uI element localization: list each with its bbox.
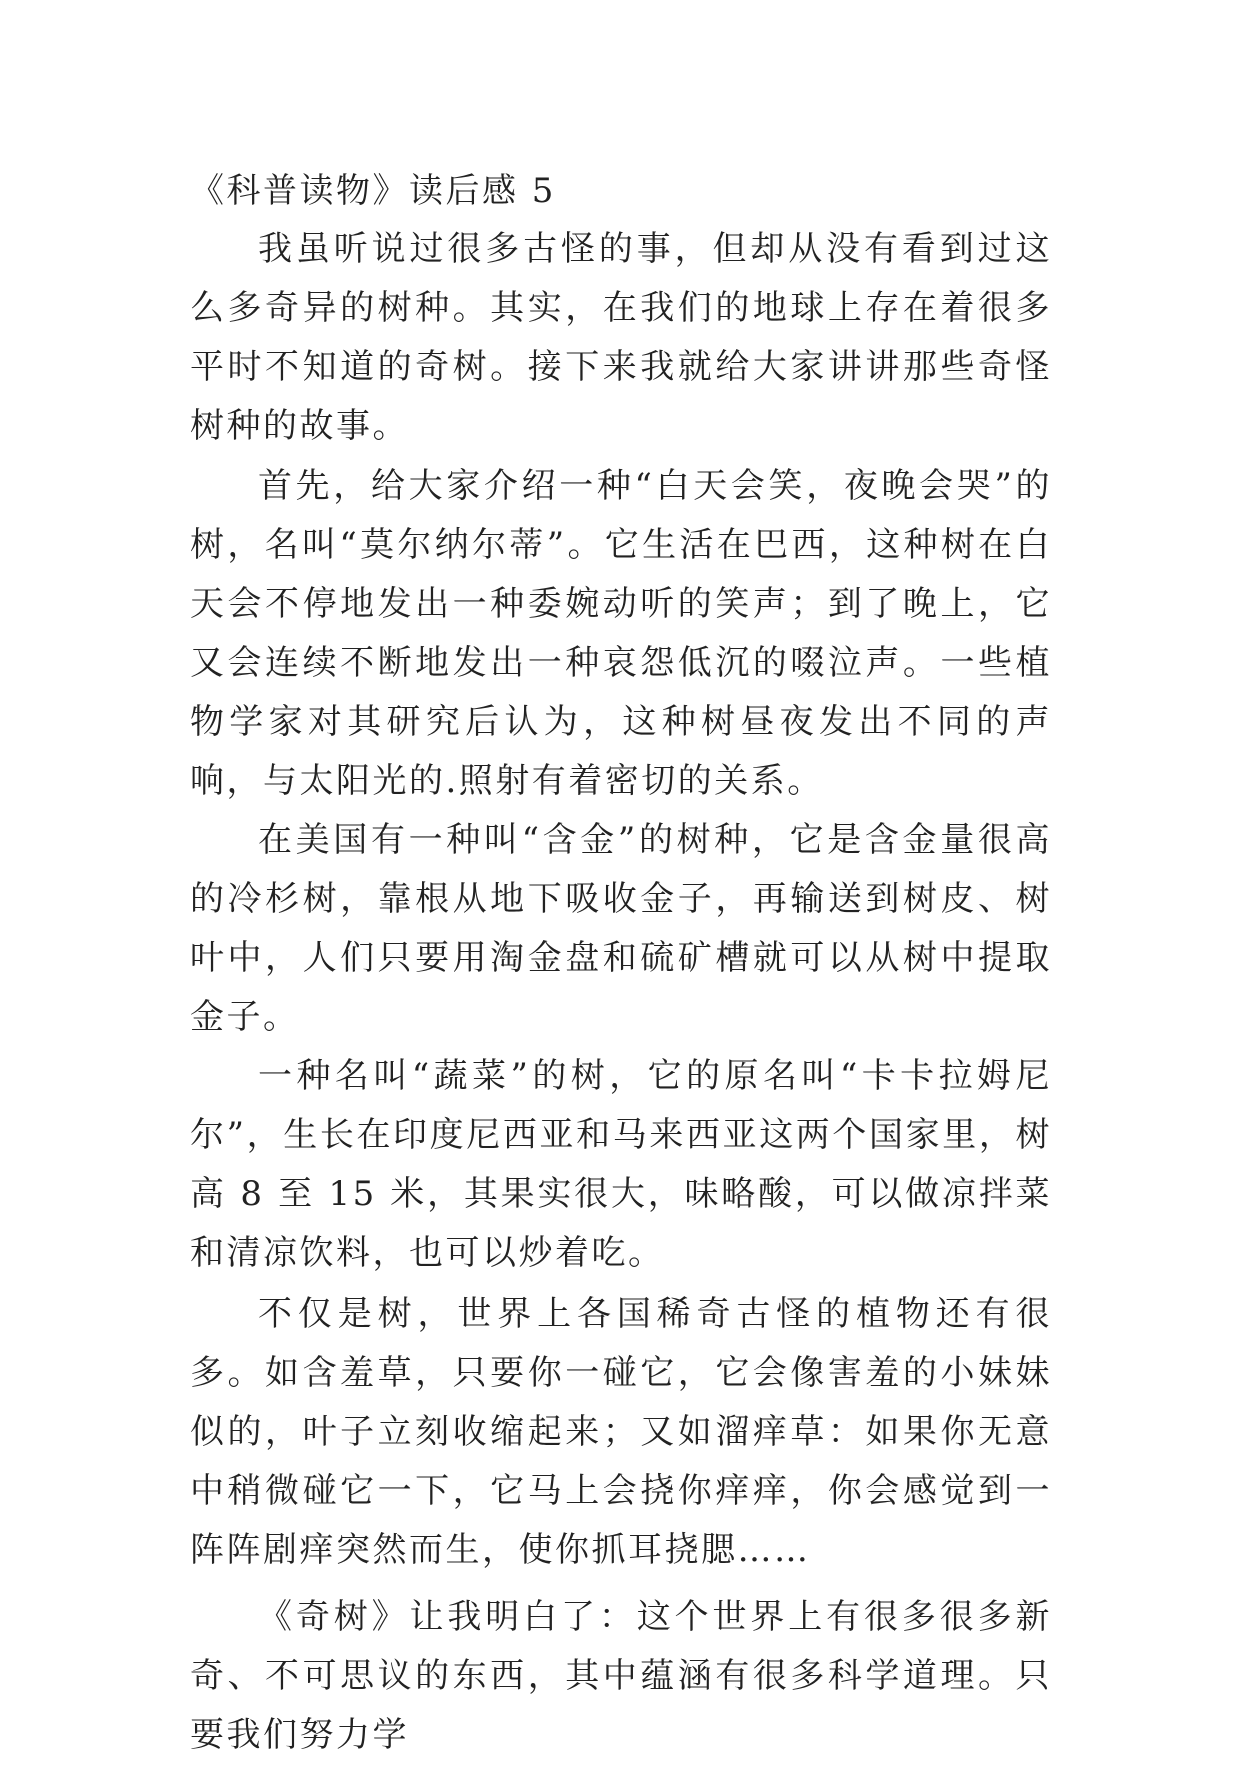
paragraph-other-plants: 不仅是树，世界上各国稀奇古怪的植物还有很多。如含羞草，只要你一碰它，它会像害羞的小妹妹似的，叶子立刻收缩起来；又如溜痒草：如果你无意中稍微碰它一下，它马上会挠你痒痒，你会感觉到一阵阵剧痒突然而生，使你抓耳挠腮…… — [190, 1294, 1052, 1570]
paragraph-gold-tree: 在美国有一种叫“含金”的树种，它是含金量很高的冷杉树，靠根从地下吸收金子，再输送到树皮、树叶中，人们只要用淘金盘和硫矿槽就可以从树中提取金子。 — [190, 820, 1052, 1037]
document-title: 《科普读物》读后感 5 — [190, 171, 556, 211]
paragraph-conclusion: 《奇树》让我明白了：这个世界上有很多很多新奇、不可思议的东西，其中蕴涵有很多科学道理。只要我们努力学 — [190, 1597, 1052, 1755]
paragraph-intro: 我虽听说过很多古怪的事，但却从没有看到过这么多奇异的树种。其实，在我们的地球上存在着很多平时不知道的奇树。接下来我就给大家讲讲那些奇怪树种的故事。 — [190, 229, 1052, 446]
paragraph-vegetable-tree: 一种名叫“蔬菜”的树，它的原名叫“卡卡拉姆尼尔”，生长在印度尼西亚和马来西亚这两个国家里，树高 8 至 15 米，其果实很大，味略酸，可以做凉拌菜和清凉饮料，也可以炒着吃。 — [190, 1056, 1052, 1273]
document-body — [190, 162, 1052, 1765]
paragraph-laughing-tree: 首先，给大家介绍一种“白天会笑，夜晚会哭”的树，名叫“莫尔纳尔蒂”。它生活在巴西，这种树在白天会不停地发出一种委婉动听的笑声；到了晚上，它又会连续不断地发出一种哀怨低沉的啜泣声。一些植物学家对其研究后认为，这种树昼夜发出不同的声响，与太阳光的.照射有着密切的关系。 — [190, 466, 1052, 801]
